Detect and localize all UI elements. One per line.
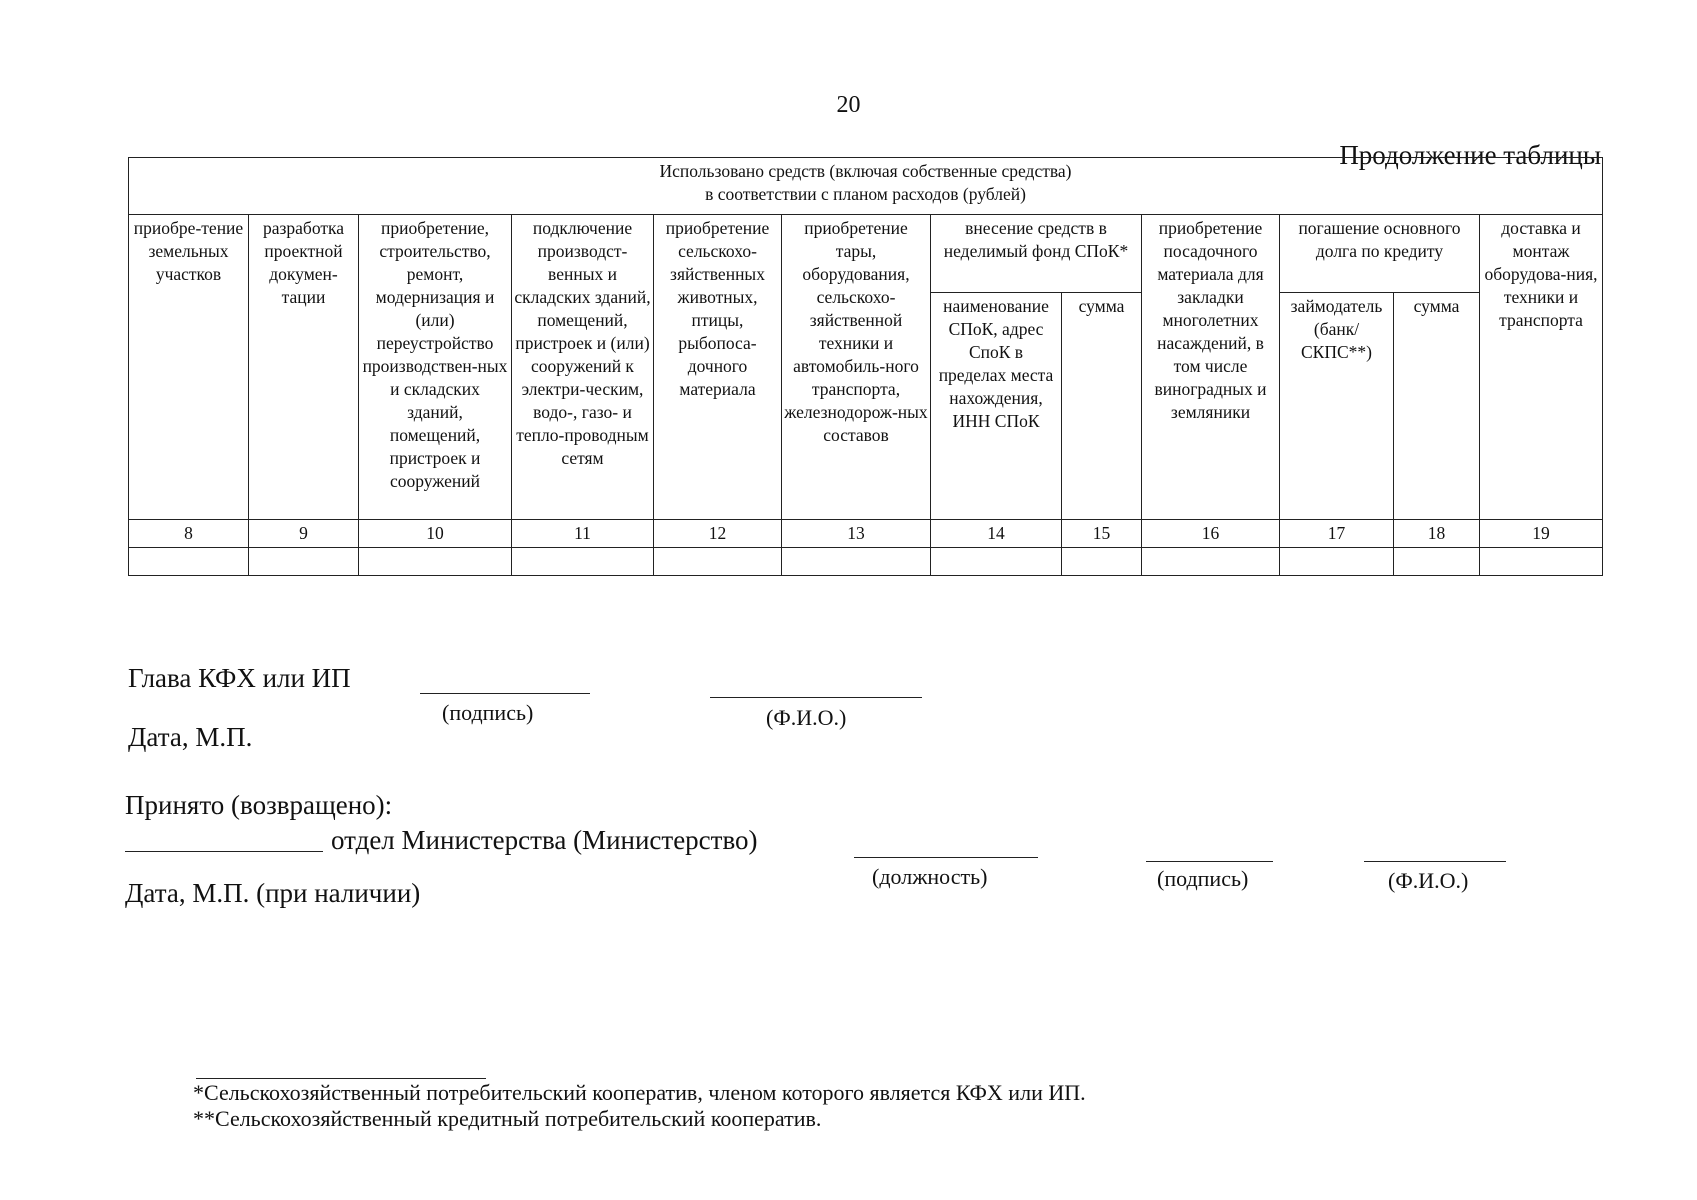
data-cell[interactable] [782, 548, 931, 576]
department-label: отдел Министерства (Министерство) [331, 825, 758, 855]
col-number: 14 [931, 520, 1062, 548]
col-header-9: разработка проектной докумен-тации [249, 215, 359, 520]
col-header-17: займодатель (банк/ СКПС**) [1280, 293, 1394, 520]
data-cell[interactable] [1062, 548, 1142, 576]
col-header-13: приобретение тары, оборудования, сельскохо-зяйственной техники и автомобиль-ного транспорта, железнодорож-ных составов [782, 215, 931, 520]
footnote-2: **Сельскохозяйственный кредитный потребительский кооператив. [193, 1106, 822, 1131]
col-number: 15 [1062, 520, 1142, 548]
col-header-16: приобретение посадочного материала для закладки многолетних насаждений, в том числе виноградных и земляники [1142, 215, 1280, 520]
data-cell[interactable] [1142, 548, 1280, 576]
fio-line-2[interactable] [1364, 861, 1506, 862]
data-cell[interactable] [1480, 548, 1603, 576]
col-header-spok-group: внесение средств в неделимый фонд СПоК* [931, 215, 1142, 293]
data-cell[interactable] [129, 548, 249, 576]
data-cell[interactable] [654, 548, 782, 576]
col-number: 12 [654, 520, 782, 548]
date-mp-label: Дата, М.П. [128, 722, 253, 752]
col-number: 13 [782, 520, 931, 548]
data-cell[interactable] [931, 548, 1062, 576]
col-header-loan-group: погашение основного долга по кредиту [1280, 215, 1480, 293]
footnote-separator [196, 1078, 486, 1079]
col-number: 18 [1394, 520, 1480, 548]
accepted-label: Принято (возвращено): [125, 790, 393, 820]
signature-line-2[interactable] [1146, 861, 1273, 862]
table-continuation-label: Продолжение таблицы [1339, 140, 1601, 170]
col-header-15: сумма [1062, 293, 1142, 520]
col-header-19: доставка и монтаж оборудова-ния, техники и транспорта [1480, 215, 1603, 520]
data-cell[interactable] [1280, 548, 1394, 576]
page-number: 20 [836, 92, 861, 118]
col-header-18: сумма [1394, 293, 1480, 520]
head-label: Глава КФХ или ИП [128, 663, 351, 693]
data-cell[interactable] [512, 548, 654, 576]
data-cell[interactable] [249, 548, 359, 576]
department-line[interactable] [125, 851, 323, 852]
col-number: 16 [1142, 520, 1280, 548]
col-number: 11 [512, 520, 654, 548]
col-header-10: приобретение, строительство, ремонт, модернизация и (или) переустройство производствен-ных и складских зданий, помещений, пристроек и сооружений [359, 215, 512, 520]
position-line[interactable] [854, 857, 1038, 858]
expenses-table [128, 157, 1603, 576]
col-number: 10 [359, 520, 512, 548]
col-number: 8 [129, 520, 249, 548]
group-header-line2: в соответствии с планом расходов (рублей) [705, 184, 1026, 204]
fio-line[interactable] [710, 697, 922, 698]
date-mp-label-2: Дата, М.П. (при наличии) [125, 878, 421, 908]
group-header-line1: Использовано средств (включая собственные средства) [659, 161, 1072, 181]
data-cell[interactable] [1394, 548, 1480, 576]
col-header-12: приобретение сельскохо-зяйственных животных, птицы, рыбопоса-дочного материала [654, 215, 782, 520]
col-header-11: подключение производст-венных и складских зданий, помещений, пристроек и (или) сооружений к электри-ческим, водо-, газо- и тепло-проводным сетям [512, 215, 654, 520]
col-number: 19 [1480, 520, 1603, 548]
fio-caption: (Ф.И.О.) [766, 705, 847, 730]
signature-caption: (подпись) [442, 700, 534, 725]
signature-line[interactable] [420, 693, 590, 694]
position-caption: (должность) [872, 864, 988, 889]
footnote-1: *Сельскохозяйственный потребительский кооператив, членом которого является КФХ или ИП. [193, 1080, 1086, 1105]
col-header-14: наименование СПоК, адрес СпоК в пределах места нахождения, ИНН СПоК [931, 293, 1062, 520]
col-number: 9 [249, 520, 359, 548]
col-number: 17 [1280, 520, 1394, 548]
col-header-8: приобре-тение земельных участков [129, 215, 249, 520]
fio-caption-2: (Ф.И.О.) [1388, 868, 1469, 893]
empty-data-row [129, 548, 1603, 576]
signature-caption-2: (подпись) [1157, 866, 1249, 891]
data-cell[interactable] [359, 548, 512, 576]
group-header [129, 158, 1603, 215]
